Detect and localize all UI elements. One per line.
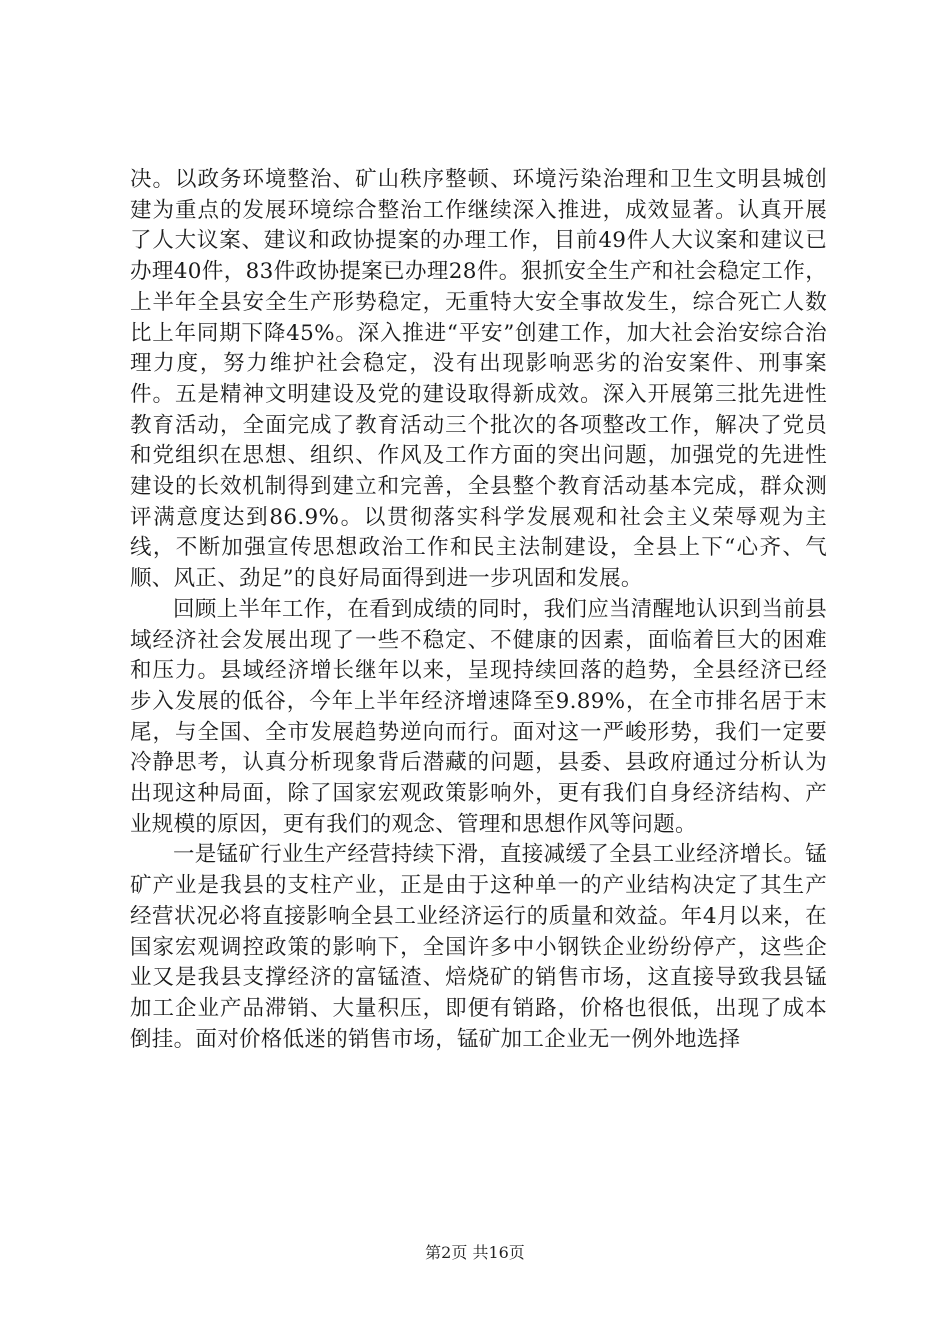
paragraph-2: 回顾上半年工作，在看到成绩的同时，我们应当清醒地认识到当前县域经济社会发展出现了一些不稳定、不健康的因素，面临着巨大的困难和压力。县域经济增长继年以来，呈现持续回落的趋势，全县经济已经步入发展的低谷，今年上半年经济增速降至9.89%，在全市排名居于末尾，与全国、全市发展趋势逆向而行。面对这一严峻形势，我们一定要冷静思考，认真分析现象背后潜藏的问题，县委、县政府通过分析认为出现这种局面，除了国家宏观政策影响外，更有我们自身经济结构、产业规模的原因，更有我们的观念、管理和思想作风等问题。 — [130, 596, 828, 837]
paragraph-3: 一是锰矿行业生产经营持续下滑，直接减缓了全县工业经济增长。锰矿产业是我县的支柱产业，正是由于这种单一的产业结构决定了其生产经营状况必将直接影响全县工业经济运行的质量和效益。年4月以来，在国家宏观调控政策的影响下，全国许多中小钢铁企业纷纷停产，这些企业又是我县支撑经济的富锰渣、焙烧矿的销售市场，这直接导致我县锰加工企业产品滞销、大量积压，即便有销路，价格也很低，出现了成本倒挂。面对价格低迷的销售市场，锰矿加工企业无一例外地选择 — [130, 842, 828, 1052]
document-body — [130, 165, 827, 1055]
paragraph-1: 决。以政务环境整治、矿山秩序整顿、环境污染治理和卫生文明县城创建为重点的发展环境综合整治工作继续深入推进，成效显著。认真开展了人大议案、建议和政协提案的办理工作，目前49件人大议案和建议已办理40件，83件政协提案已办理28件。狠抓安全生产和社会稳定工作，上半年全县安全生产形势稳定，无重特大安全事故发生，综合死亡人数比上年同期下降45%。深入推进“平安”创建工作，加大社会治安综合治理力度，努力维护社会稳定，没有出现影响恶劣的治安案件、刑事案件。五是精神文明建设及党的建设取得新成效。深入开展第三批先进性教育活动，全面完成了教育活动三个批次的各项整改工作，解决了党员和党组织在思想、组织、作风及工作方面的突出问题，加强党的先进性建设的长效机制得到建立和完善，全县整个教育活动基本完成，群众测评满意度达到86.9%。以贯彻落实科学发展观和社会主义荣辱观为主线，不断加强宣传思想政治工作和民主法制建设，全县上下“心齐、气顺、风正、劲足”的良好局面得到进一步巩固和发展。 — [130, 167, 827, 592]
page-number-footer: 第2页 共16页 — [425, 1243, 525, 1262]
